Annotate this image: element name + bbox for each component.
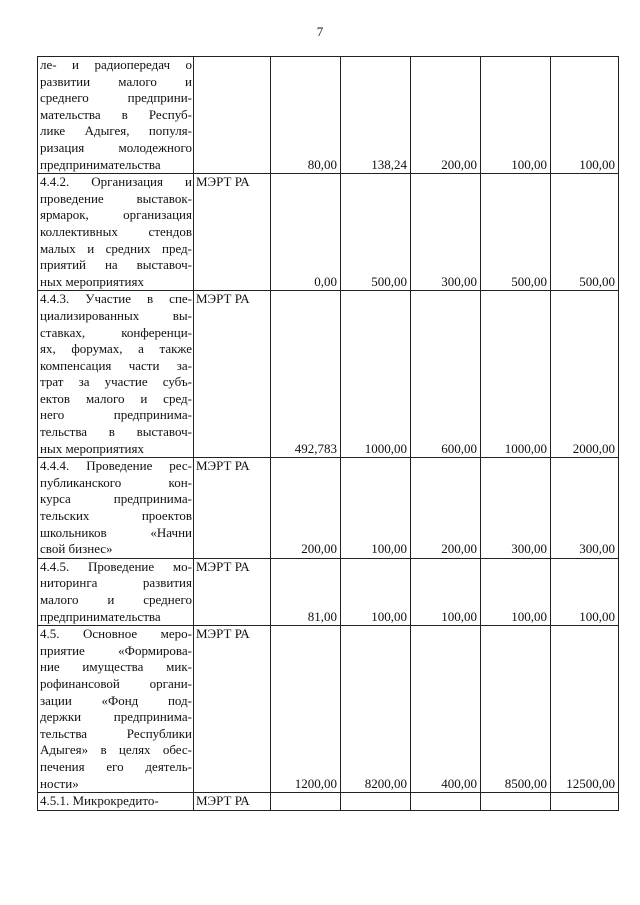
- funding-value-cell: 1000,00: [481, 291, 551, 458]
- description-line: мательства в Респуб-: [40, 106, 192, 122]
- funding-value-cell: 81,00: [271, 558, 341, 625]
- funding-value-cell: 138,24: [341, 57, 411, 174]
- description-line: тельства Республики: [40, 725, 192, 741]
- description-line: Адыгея» в целях обес-: [40, 742, 192, 758]
- funding-value-cell: 500,00: [341, 174, 411, 291]
- funding-value-cell: 100,00: [341, 558, 411, 625]
- description-line: 4.4.2. Организация и: [40, 174, 192, 190]
- description-line: 4.5. Основное меро-: [40, 626, 192, 642]
- executor-cell: [194, 57, 271, 174]
- description-line: 4.4.3. Участие в спе-: [40, 291, 192, 307]
- activity-description-cell: [38, 291, 194, 458]
- activity-description-cell: [38, 626, 194, 793]
- description-line: 4.4.5. Проведение мо-: [40, 558, 192, 574]
- funding-value-cell: 100,00: [481, 558, 551, 625]
- executor-cell: МЭРТ РА: [194, 558, 271, 625]
- description-line: малых и средних пред-: [40, 240, 192, 256]
- table-row: [38, 558, 619, 625]
- activity-description-cell: [38, 57, 194, 174]
- funding-value-cell: 100,00: [551, 558, 619, 625]
- description-line: печения его деятель-: [40, 758, 192, 774]
- activity-description-cell: [38, 174, 194, 291]
- description-line: развитии малого и: [40, 73, 192, 89]
- description-line: курса предпринима-: [40, 491, 192, 507]
- executor-cell: МЭРТ РА: [194, 291, 271, 458]
- description-line: приятие «Формирова-: [40, 642, 192, 658]
- description-line: предпринимательства: [40, 608, 161, 624]
- activity-description-cell: [38, 793, 194, 811]
- funding-value-cell: 200,00: [271, 458, 341, 559]
- funding-value-cell: 600,00: [411, 291, 481, 458]
- funding-value-cell: 500,00: [481, 174, 551, 291]
- funding-value-cell: 300,00: [481, 458, 551, 559]
- description-line: ние имущества мик-: [40, 659, 192, 675]
- description-line: среднего предприни-: [40, 90, 192, 106]
- description-line: школьников «Начни: [40, 524, 192, 540]
- funding-value-cell: 12500,00: [551, 626, 619, 793]
- description-line: приятий на выставоч-: [40, 257, 192, 273]
- table-row: [38, 291, 619, 458]
- funding-value-cell: 100,00: [481, 57, 551, 174]
- description-line: лике Адыгея, популя-: [40, 123, 192, 139]
- funding-value-cell: 1200,00: [271, 626, 341, 793]
- funding-value-cell: 492,783: [271, 291, 341, 458]
- description-line: свой бизнес»: [40, 541, 113, 557]
- description-line: ных мероприятиях: [40, 273, 144, 289]
- funding-value-cell: 100,00: [551, 57, 619, 174]
- description-line: публиканского кон-: [40, 474, 192, 490]
- funding-value-cell: 100,00: [341, 458, 411, 559]
- funding-value-cell: 80,00: [271, 57, 341, 174]
- description-line: тельских проектов: [40, 508, 192, 524]
- description-line: предпринимательства: [40, 156, 161, 172]
- funding-value-cell: 8500,00: [481, 626, 551, 793]
- description-line: коллективных стендов: [40, 223, 192, 239]
- page-number: 7: [316, 24, 324, 39]
- funding-value-cell: 300,00: [551, 458, 619, 559]
- executor-cell: МЭРТ РА: [194, 458, 271, 559]
- table-row: [38, 458, 619, 559]
- funding-value-cell: [271, 793, 341, 811]
- description-line: рофинансовой органи-: [40, 675, 192, 691]
- description-line: ности»: [40, 775, 79, 791]
- funding-value-cell: 300,00: [411, 174, 481, 291]
- description-line: ставках, конференци-: [40, 324, 192, 340]
- description-line: ных мероприятиях: [40, 440, 144, 456]
- description-line: 4.4.4. Проведение рес-: [40, 458, 192, 474]
- description-line: малого и среднего: [40, 592, 192, 607]
- funding-value-cell: 0,00: [271, 174, 341, 291]
- funding-value-cell: 200,00: [411, 458, 481, 559]
- program-activities-table: [37, 56, 619, 811]
- activity-description-cell: [38, 558, 194, 625]
- table-row: [38, 174, 619, 291]
- funding-value-cell: [411, 793, 481, 811]
- description-line: него предпринима-: [40, 407, 192, 423]
- description-line: проведение выставок-: [40, 190, 192, 206]
- executor-cell: МЭРТ РА: [194, 793, 271, 811]
- executor-cell: МЭРТ РА: [194, 626, 271, 793]
- description-line: зации «Фонд под-: [40, 692, 192, 708]
- funding-value-cell: [341, 793, 411, 811]
- funding-value-cell: 1000,00: [341, 291, 411, 458]
- activity-description-cell: [38, 458, 194, 559]
- funding-value-cell: 500,00: [551, 174, 619, 291]
- description-line: 4.5.1. Микрокредито-: [40, 793, 159, 809]
- description-line: тельства в выставоч-: [40, 424, 192, 440]
- funding-value-cell: 2000,00: [551, 291, 619, 458]
- description-line: трат за участие субъ-: [40, 374, 192, 390]
- table-row: [38, 626, 619, 793]
- funding-value-cell: 400,00: [411, 626, 481, 793]
- funding-value-cell: 100,00: [411, 558, 481, 625]
- description-line: ях, форумах, а также: [40, 341, 192, 357]
- description-line: циализированных вы-: [40, 307, 192, 323]
- funding-value-cell: [481, 793, 551, 811]
- description-line: ярмарок, организация: [40, 207, 192, 223]
- description-line: компенсация части за-: [40, 357, 192, 373]
- table-row: [38, 57, 619, 174]
- funding-value-cell: 200,00: [411, 57, 481, 174]
- description-line: ектов малого и сред-: [40, 390, 192, 406]
- description-line: держки предпринима-: [40, 709, 192, 725]
- funding-value-cell: [551, 793, 619, 811]
- executor-cell: МЭРТ РА: [194, 174, 271, 291]
- table-row: [38, 793, 619, 811]
- funding-value-cell: 8200,00: [341, 626, 411, 793]
- description-line: ризация молодежного: [40, 139, 192, 155]
- description-line: ниторинга развития: [40, 575, 192, 591]
- description-line: ле- и радиопередач о: [40, 57, 192, 72]
